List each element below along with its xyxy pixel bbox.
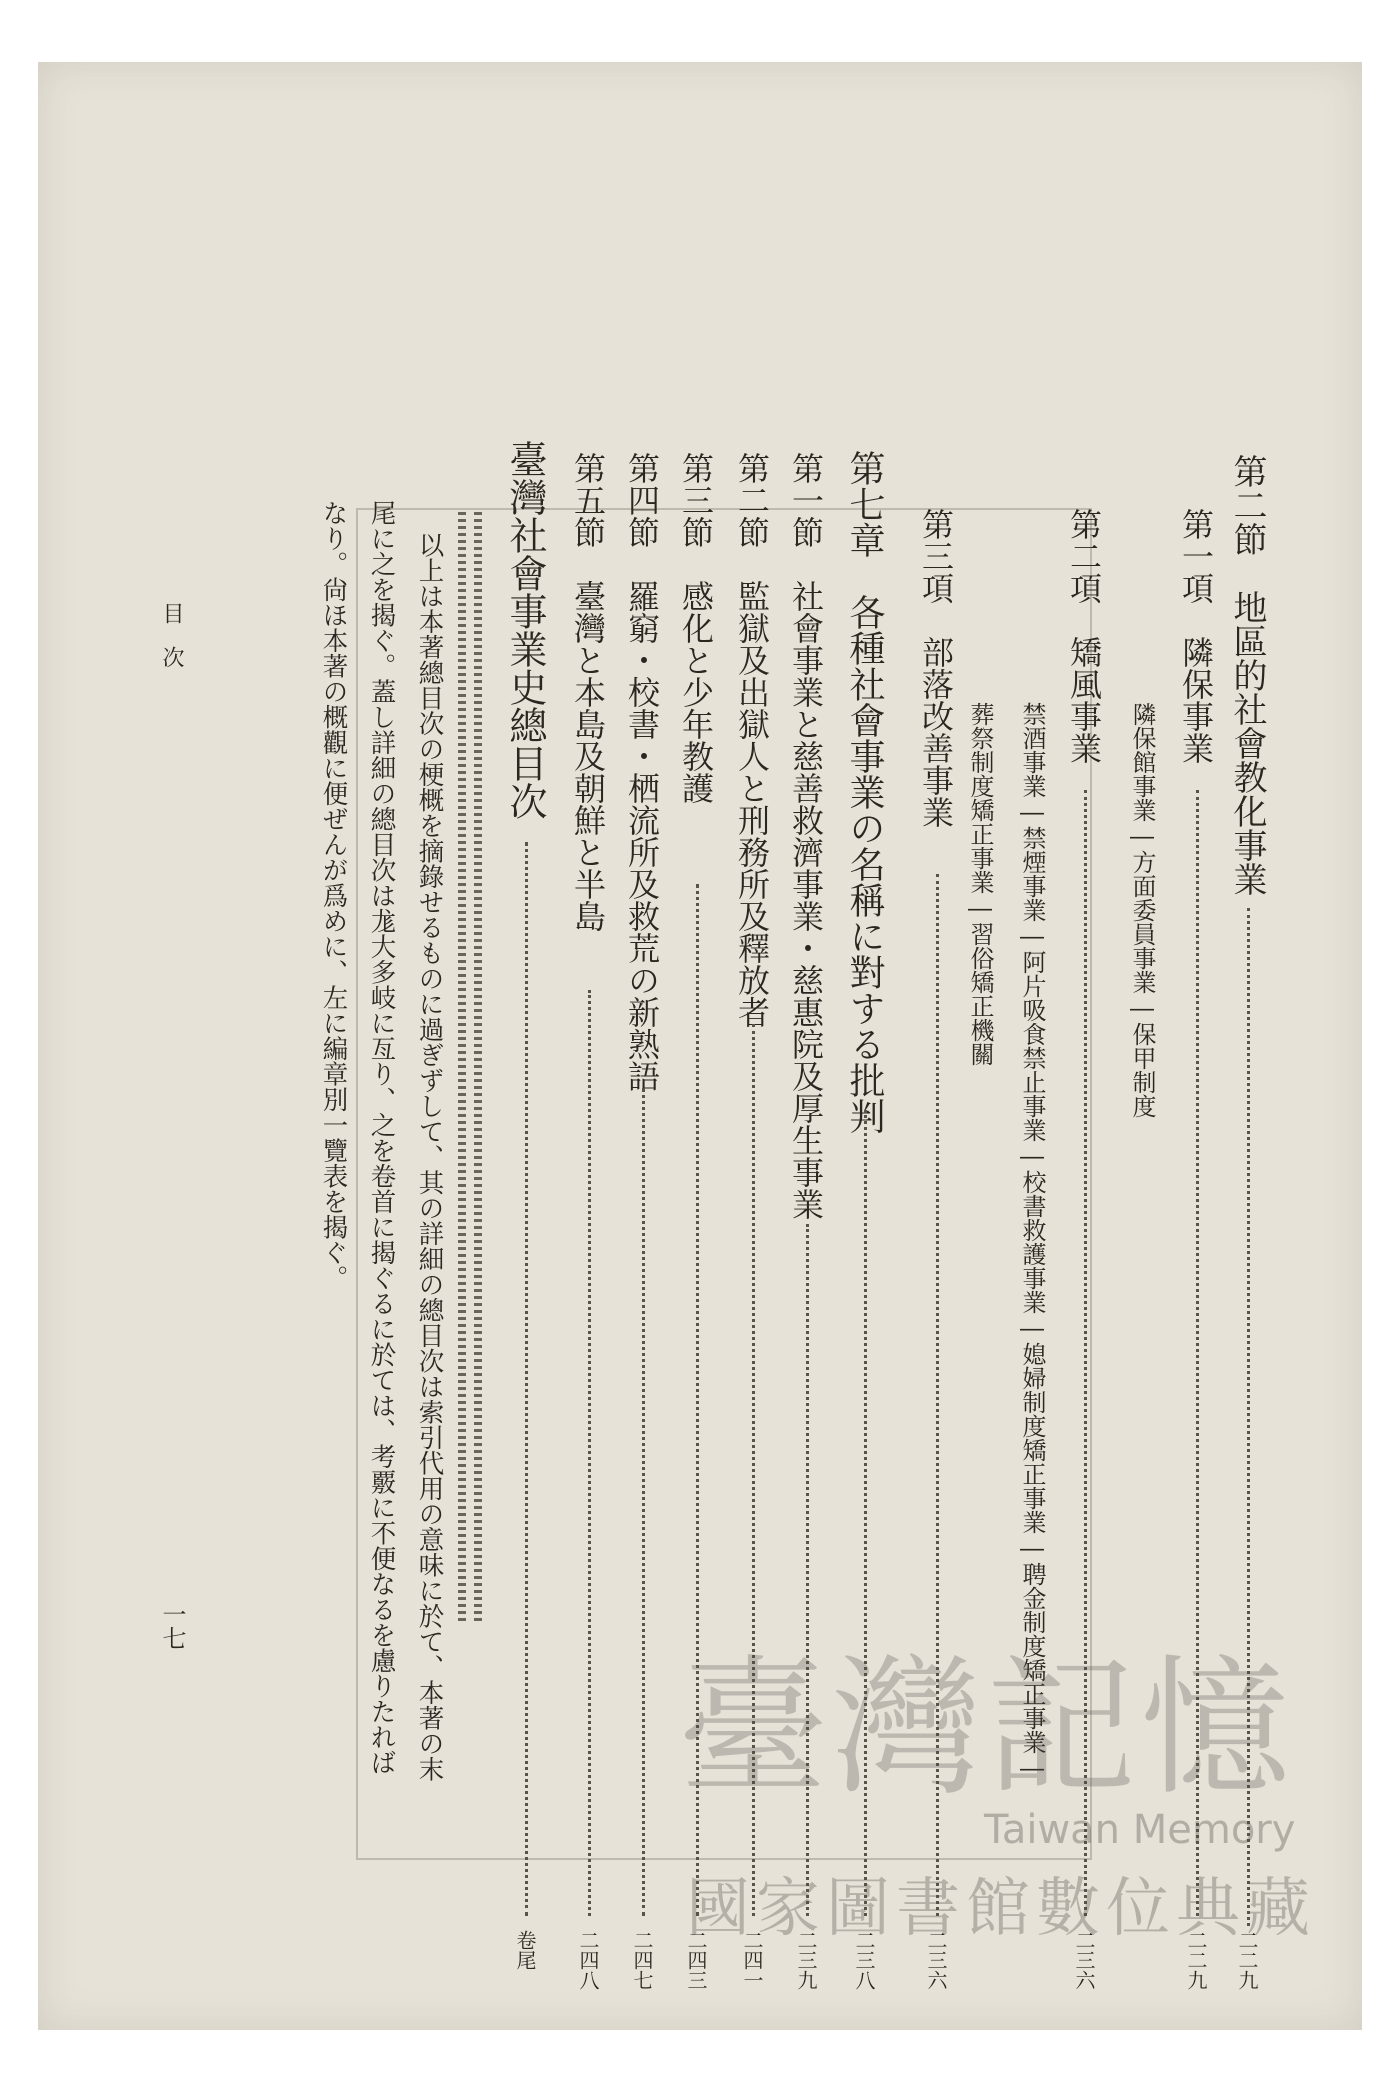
toc-page-number: 二三六 xyxy=(924,1930,948,1990)
toc-page-number: 二二九 xyxy=(1235,1930,1259,1990)
toc-page-number: 二四七 xyxy=(630,1930,654,1990)
running-title: 目 次 xyxy=(159,602,184,668)
toc-page-number: 二四八 xyxy=(576,1930,600,1990)
toc-item-neighborhood: 第一項 隣保事業 xyxy=(1177,508,1215,764)
toc-leader xyxy=(588,990,591,1916)
wavy-divider xyxy=(458,512,466,1622)
toc-section-5: 第五節 臺灣と本島及朝鮮と半島 xyxy=(569,452,607,932)
note-line-2: 尾に之を揭ぐ。蓋し詳細の總目次は尨大多岐に亙り、之を卷首に揭ぐるに於ては、考覈に不便なるを慮りたれば xyxy=(366,500,397,1775)
watermark-logo: 臺灣記憶 xyxy=(678,1642,1295,1816)
page-number: 一七 xyxy=(158,1602,186,1650)
toc-page-number: 二二九 xyxy=(1184,1930,1208,1990)
toc-page-number: 卷尾 xyxy=(513,1930,537,1970)
watermark-institution: 國家圖書館數位典藏 xyxy=(686,1872,1316,1946)
toc-section-2-prison: 第二節 監獄及出獄人と刑務所及釋放者 xyxy=(733,452,771,1028)
toc-item-village: 第三項 部落改善事業 xyxy=(917,508,955,828)
toc-section-2: 第二節 地區的社會教化事業 xyxy=(1227,454,1267,896)
note-line-3: なり。尙ほ本著の概觀に便ぜんが爲めに、左に編章別一覽表を揭ぐ。 xyxy=(318,500,349,1291)
toc-chapter-7: 第七章 各種社會事業の名稱に對する批判 xyxy=(844,450,885,1134)
toc-page-number: 二四三 xyxy=(684,1930,708,1990)
toc-page-number: 二三六 xyxy=(1072,1930,1096,1990)
toc-page-number: 二三八 xyxy=(852,1930,876,1990)
wavy-divider xyxy=(474,512,482,1622)
toc-section-1: 第一節 社會事業と慈善救濟事業・慈惠院及厚生事業 xyxy=(787,452,825,1220)
toc-general-index: 臺灣社會事業史總目次 xyxy=(503,440,547,820)
toc-item-reform: 第二項 矯風事業 xyxy=(1065,508,1103,764)
toc-page-number: 二四一 xyxy=(740,1930,764,1990)
document-page xyxy=(38,62,1362,2030)
toc-subitems-neighborhood: 隣保館事業―方面委員事業―保甲制度 xyxy=(1128,702,1156,1118)
toc-page-number: 二三九 xyxy=(794,1930,818,1990)
watermark-english: Taiwan Memory xyxy=(984,1807,1296,1853)
note-line-1: 以上は本著總目次の梗概を摘錄せるものに過ぎずして、其の詳細の總目次は索引代用の意味に於て、本著の末 xyxy=(414,532,445,1782)
toc-subitems-reform: 禁酒事業―禁煙事業―阿片吸食禁止事業―校書救護事業―媳婦制度矯正事業―聘金制度矯正事業― xyxy=(1018,702,1046,1782)
toc-leader xyxy=(642,1088,645,1916)
toc-subitems-reform-2: 葬祭制度矯正事業―習俗矯正機關 xyxy=(966,702,994,1066)
toc-leader xyxy=(525,842,528,1916)
toc-section-3: 第三節 感化と少年教護 xyxy=(677,452,715,804)
toc-section-4: 第四節 羅窮・校書・栖流所及救荒の新熟語 xyxy=(623,452,661,1092)
